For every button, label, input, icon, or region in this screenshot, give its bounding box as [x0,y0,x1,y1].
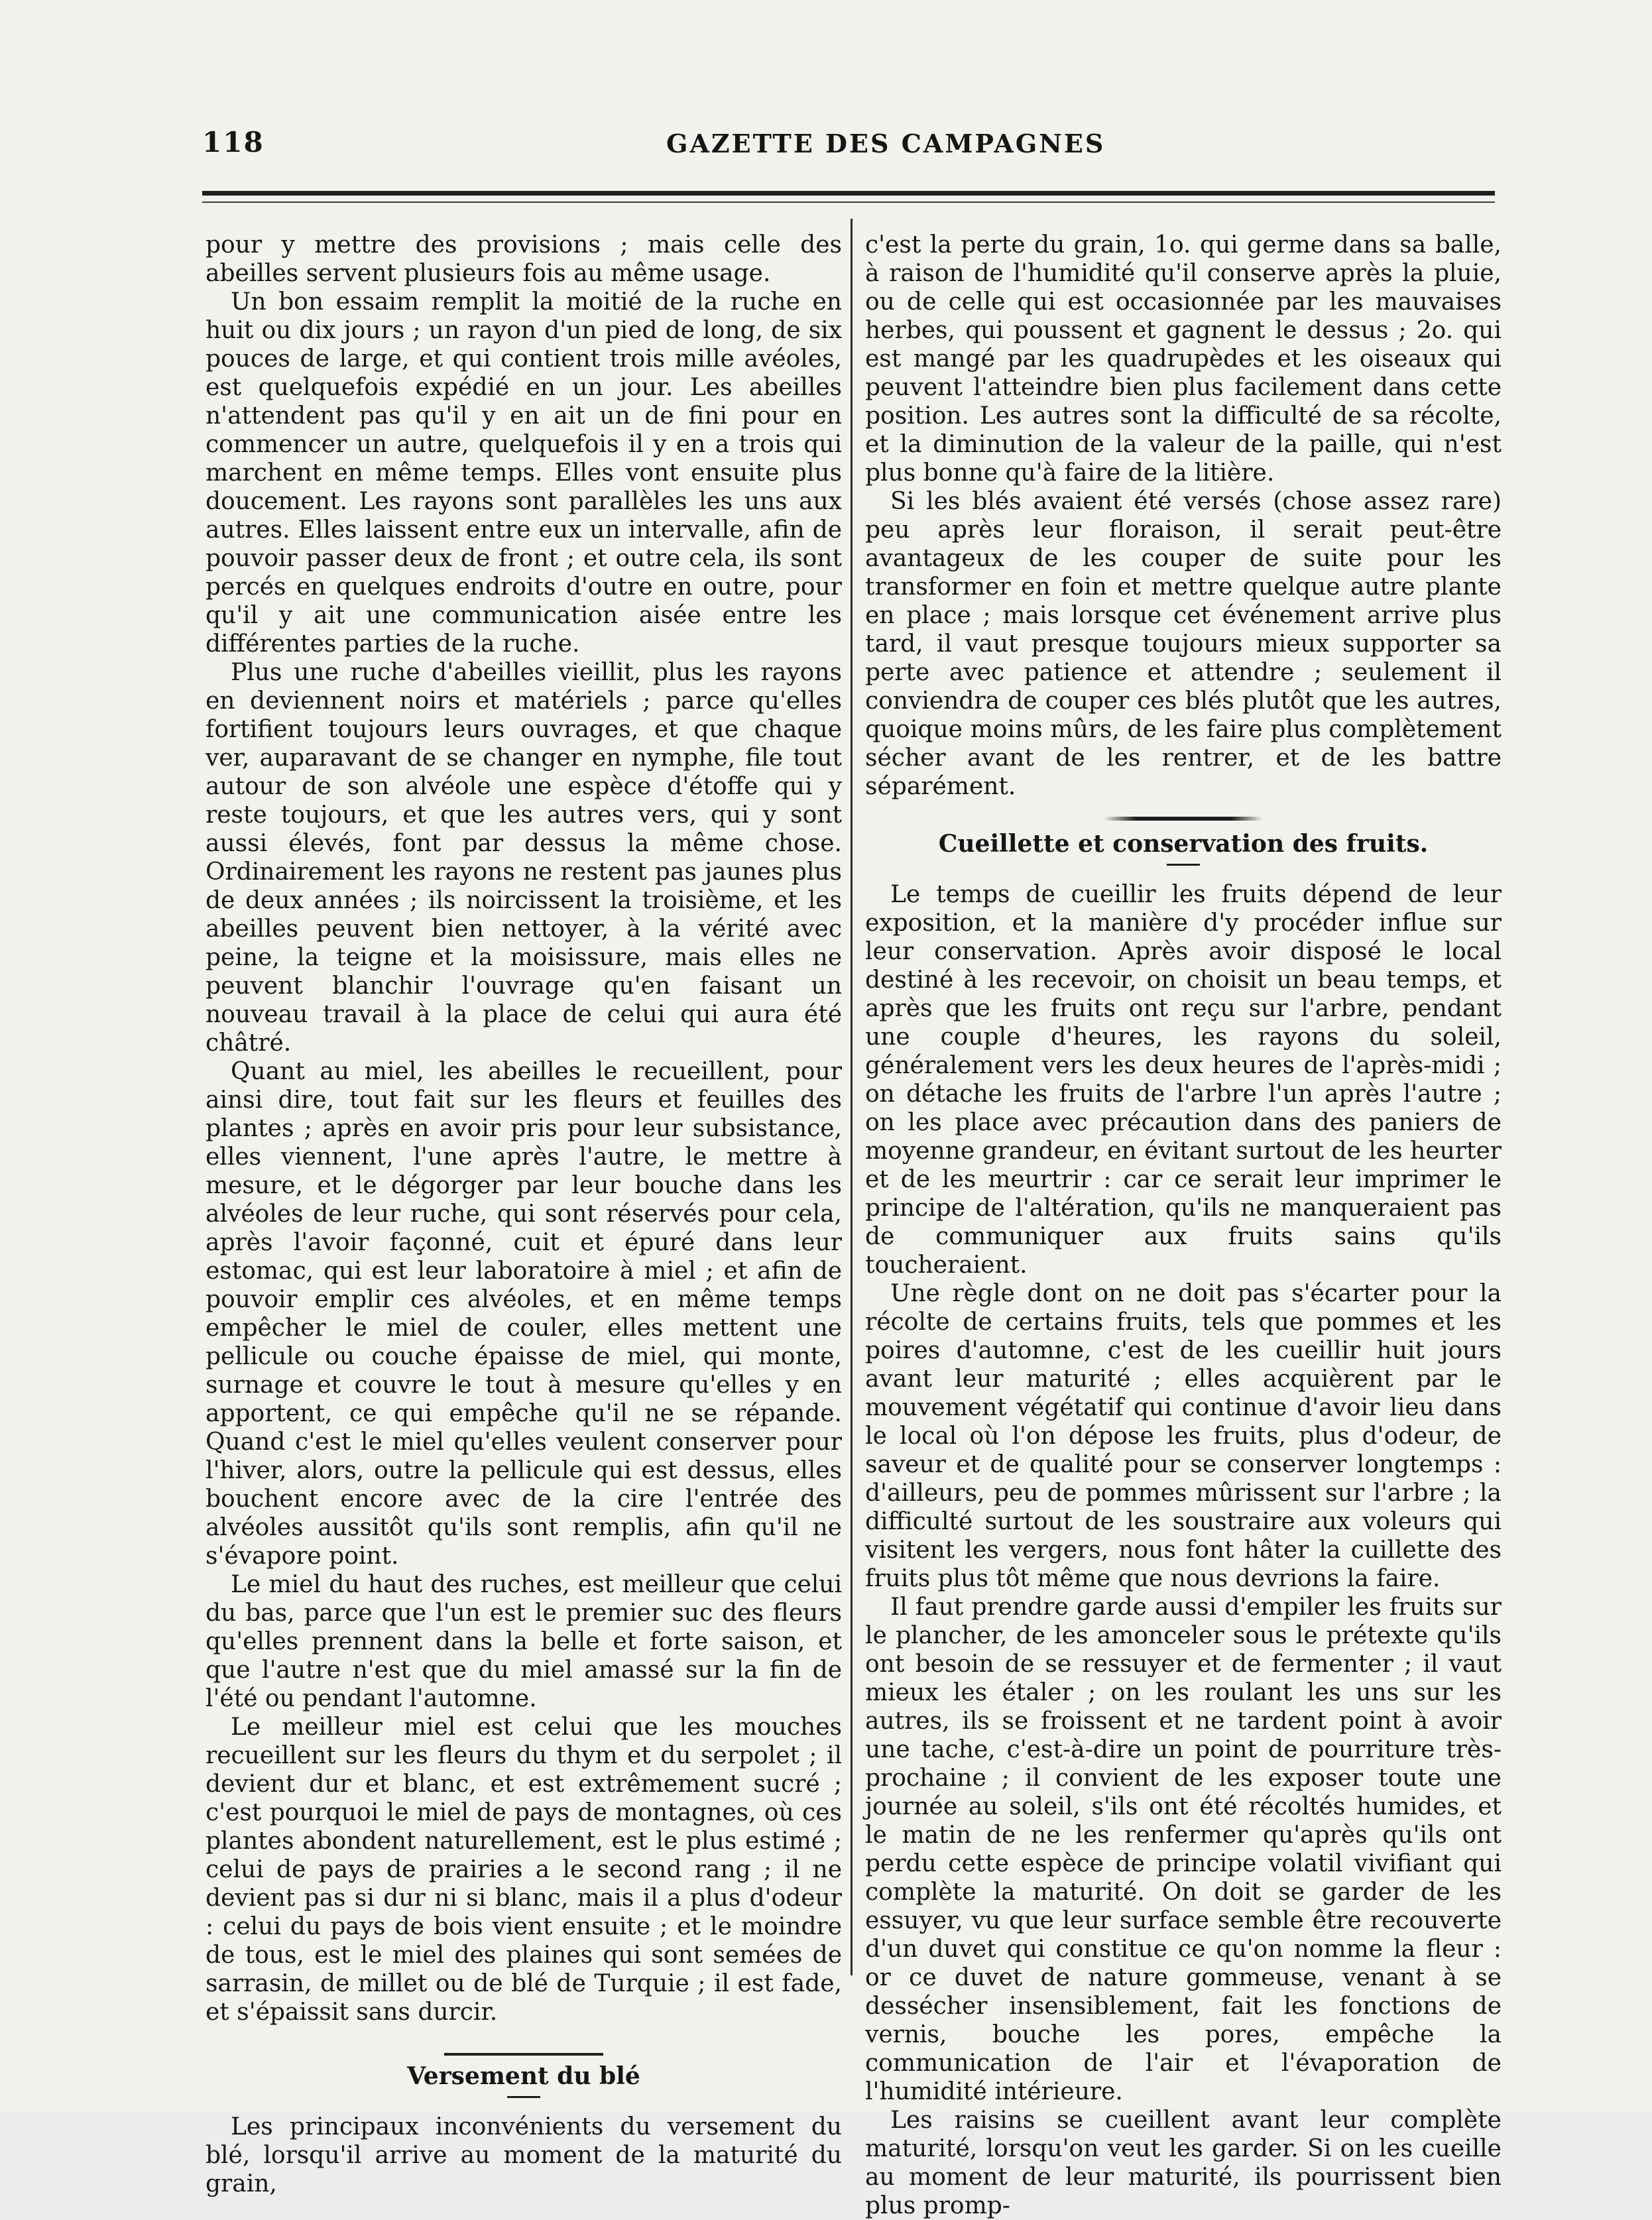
section-underline [507,2096,540,2098]
article-paragraph: Un bon essaim remplit la moitié de la ruche en huit ou dix jours ; un rayon d'un pied de long, de six pouces de large, et qui contient trois mille avéoles, est quelquefois expédié en un jour. Les abeilles n'attendent pas qu'il y en ait un de fini pour en commencer un autre, quelquefois il y en a trois qui marchent en même temps. Elles vont ensuite plus doucement. Les rayons sont parallèles les uns aux autres. Elles laissent entre eux un intervalle, afin de pouvoir passer deux de front ; et outre cela, ils sont percés en quelques endroits d'outre en outre, pour qu'il y ait une communication aisée entre les différentes parties de la ruche. [206,288,842,658]
article-paragraph: Quant au miel, les abeilles le recueillent, pour ainsi dire, tout fait sur les fleurs et feuilles des plantes ; après en avoir pris pour leur subsistance, elles viennent, l'une après l'autre, le mettre à mesure, et le dégorger par leur bouche dans les alvéoles de leur ruche, qui sont réservés pour cela, après l'avoir façonné, cuit et épuré dans leur estomac, qui est leur laboratoire à miel ; et afin de pouvoir emplir ces alvéoles, et en même temps empêcher le miel de couler, elles mettent une pellicule ou couche épaisse de miel, qui monte, surnage et couvre le tout à mesure qu'elles y en apportent, ce qui empêche qu'il ne se répande. Quand c'est le miel qu'elles veulent conserver pour l'hiver, alors, outre la pellicule qui est dessus, elles bouchent encore avec de la cire l'entrée des alvéoles aussitôt qu'ils sont remplis, afin qu'il ne s'évapore point. [206,1058,842,1570]
article-paragraph: c'est la perte du grain, 1o. qui germe dans sa balle, à raison de l'humidité qu'il conserve après la pluie, ou de celle qui est occasionnée par les mauvaises herbes, qui poussent et gagnent le dessus ; 2o. qui est mangé par les quadrupèdes et les oiseaux qui peuvent l'atteindre bien plus facilement dans cette position. Les autres sont la difficulté de sa récolte, et la diminution de la valeur de la paille, qui n'est plus bonne qu'à faire de la litière. [865,231,1502,487]
section-heading-text: Cueillette et conservation des fruits. [938,830,1429,858]
article-paragraph: Il faut prendre garde aussi d'empiler les fruits sur le plancher, de les amonceler sous le prétexte qu'ils ont besoin de se ressuyer et de fermenter ; il vaut mieux les étaler ; on les roulant les uns sur les autres, ils se froissent et ne tardent point à avoir une tache, c'est-à-dire un point de pourriture très-prochaine ; il convient de les exposer toute une journée au soleil, s'ils ont été récoltés humides, et le matin de ne les renfermer qu'après qu'ils ont perdu cette espèce de principe volatil vivifiant qui complète la maturité. On doit se garder de les essuyer, vu que leur surface semble être recouverte d'un duvet qui constitue ce qu'on nomme la fleur : or ce duvet de nature gommeuse, venant à se dessécher insensiblement, fait les fonctions de vernis, bouche les pores, empêche la communication de l'air et l'évaporation de l'humidité intérieure. [865,1594,1502,2105]
column-divider [851,219,853,1975]
section-heading-fruits [865,830,1502,866]
article-paragraph: Les principaux inconvénients du versement du blé, lorsqu'il arrive au moment de la maturité du grain, [206,2113,842,2197]
section-underline [1167,864,1200,866]
section-heading-text: Versement du blé [407,2062,640,2090]
article-paragraph: Plus une ruche d'abeilles vieillit, plus les rayons en deviennent noirs et matériels ; parce qu'elles fortifient toujours leurs ouvrages, et que chaque ver, auparavant de se changer en nymphe, file tout autour de son alvéole une espèce d'étoffe qui y reste toujours, et que les autres vers, qui y sont aussi élevés, font par dessus la même chose. Ordinairement les rayons ne restent pas jaunes plus de deux années ; ils noircissent la troisième, et les abeilles peuvent bien nettoyer, à la vérité avec peine, la teigne et la moisissure, mais elles ne peuvent blanchir l'ouvrage qu'en faisant un nouveau travail à la place de celui qui aura été châtré. [206,659,842,1057]
page-number: 118 [202,126,265,158]
article-paragraph: Le meilleur miel est celui que les mouches recueillent sur les fleurs du thym et du serpolet ; il devient dur et blanc, et est extrêmement sucré ; c'est pourquoi le miel de pays de montagnes, où ces plantes abondent naturellement, est le plus estimé ; celui de pays de prairies a le second rang ; il ne devient pas si dur ni si blanc, mais il a plus d'odeur : celui du pays de bois vient ensuite ; et le moindre de tous, est le miel des plaines qui sont semées de sarrasin, de millet ou de blé de Turquie ; il est fade, et s'épaissit sans durcir. [206,1714,842,2026]
right-column [865,231,1502,2220]
article-paragraph: Une règle dont on ne doit pas s'écarter pour la récolte de certains fruits, tels que pommes et les poires d'automne, c'est de les cueillir huit jours avant leur maturité ; elles acquièrent par le mouvement végétatif qui continue d'avoir lieu dans le local où l'on dépose les fruits, plus d'odeur, de saveur et de qualité pour se conserver longtemps : d'ailleurs, peu de pommes mûrissent sur l'arbre ; la difficulté surtout de les soustraire aux voleurs qui visitent les vergers, nous font hâter la cuillette des fruits plus tôt même que nous devrions la faire. [865,1280,1502,1592]
header-rule-thick [202,191,1495,196]
article-paragraph: Si les blés avaient été versés (chose assez rare) peu après leur floraison, il serait peut-être avantageux de les couper de suite pour les transformer en foin et mettre quelque autre plante en place ; mais lorsque cet événement arrive plus tard, il vaut presque toujours mieux supporter sa perte avec patience et attendre ; seulement il conviendra de couper ces blés plutôt que les autres, quoique moins mûrs, de les faire plus complètement sécher avant de les rentrer, et de les battre séparément. [865,488,1502,800]
section-heading-versement [206,2053,842,2098]
section-rule [1104,817,1263,821]
article-paragraph: pour y mettre des provisions ; mais celle des abeilles servent plusieurs fois au même usage. [206,231,842,287]
masthead [202,126,1495,166]
article-paragraph: Les raisins se cueillent avant leur complète maturité, lorsqu'on veut les garder. Si on les cueille au moment de leur maturité, ils pourrissent bien plus promp- [865,2107,1502,2219]
article-paragraph: Le miel du haut des ruches, est meilleur que celui du bas, parce que l'un est le premier suc des fleurs qu'elles prennent dans la belle et forte saison, et que l'autre n'est que du miel amassé sur la fin de l'été ou pendant l'automne. [206,1571,842,1712]
section-rule [444,2053,603,2056]
journal-title: GAZETTE DES CAMPAGNES [666,129,1106,158]
left-column [206,231,842,2198]
article-paragraph: Le temps de cueillir les fruits dépend de leur exposition, et la manière d'y procéder influe sur leur conservation. Après avoir disposé le local destiné à les recevoir, on choisit un beau temps, et après que les fruits ont reçu sur l'arbre, pendant une couple d'heures, les rayons du soleil, généralement vers les deux heures de l'après-midi ; on détache les fruits de l'arbre l'un après l'autre ; on les place avec précaution dans des paniers de moyenne grandeur, en évitant surtout de les heurter et de les meurtrir : car ce serait leur imprimer le principe de l'altération, qu'ils ne manqueraient pas de communiquer aux fruits sains qu'ils toucheraient. [865,881,1502,1279]
header-rule-thin [202,202,1495,203]
